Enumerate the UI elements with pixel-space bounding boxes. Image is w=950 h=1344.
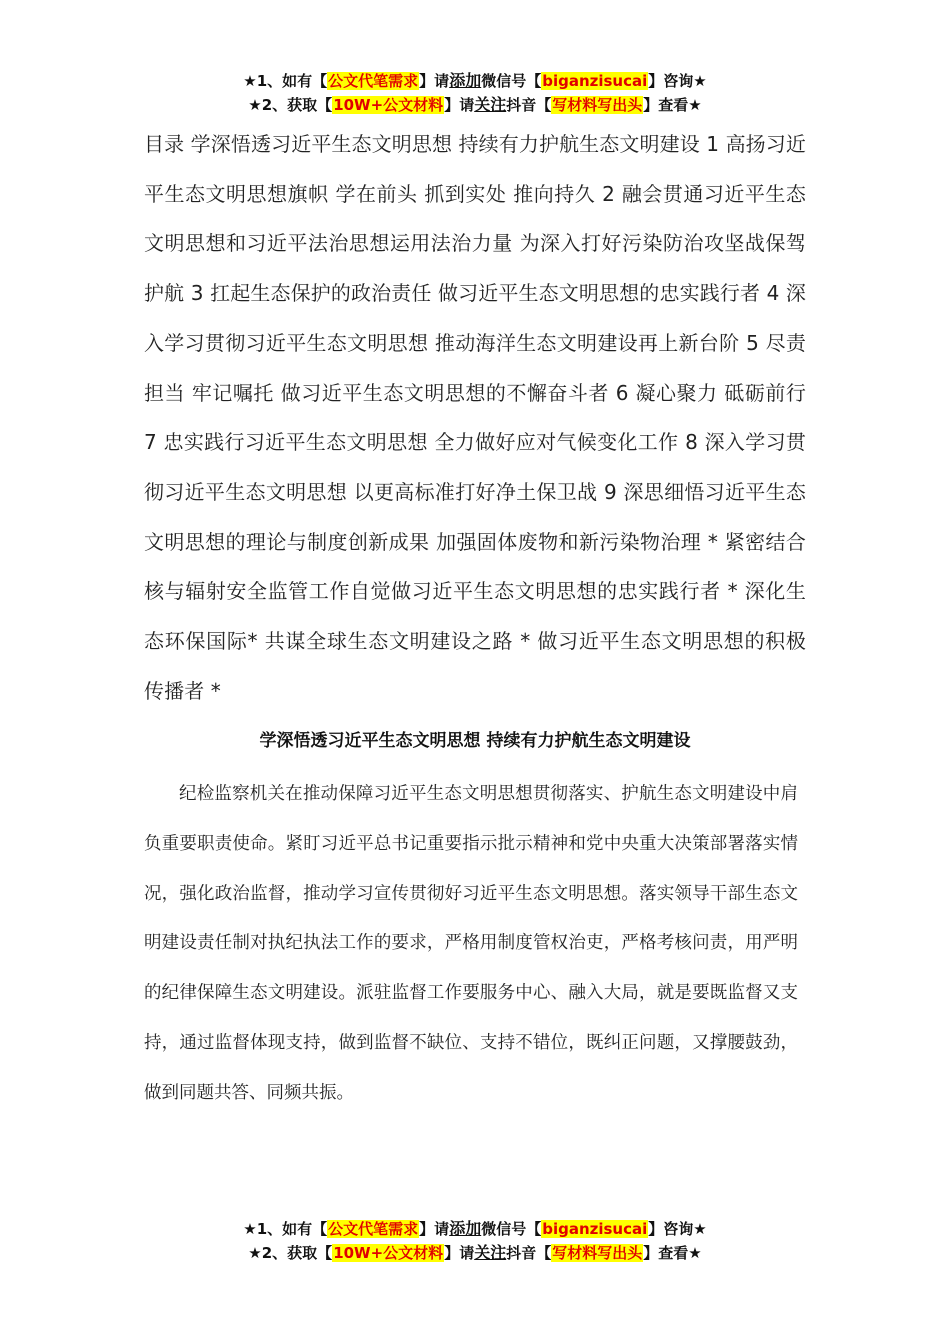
promo-text: ★2、获取【 xyxy=(248,1244,333,1262)
highlight-wechat-id: biganzisucai xyxy=(542,1220,648,1238)
promo-text: 】咨询★ xyxy=(648,72,707,90)
promo-text: 抖音【 xyxy=(506,1244,552,1262)
highlight-douyin-account: 写材料写出头 xyxy=(552,1244,643,1262)
section-title: 学深悟透习近平生态文明思想 持续有力护航生态文明建设 xyxy=(259,731,691,751)
table-of-contents: 目录 学深悟透习近平生态文明思想 持续有力护航生态文明建设 1 高扬习近平生态文明思想旗帜 学在前头 抓到实处 推向持久 2 融会贯通习近平生态文明思想和习近平法治思想运用法治力量 为深入打好污染防治攻坚战保驾护航 3 扛起生态保护的政治责任 做习近平生态文明思想的忠实践行者 4 深入学习贯彻习近平生态文明思想 推动海洋生态文明建设再上新台阶 5 尽责担当 牢记嘱托 做习近平生态文明思想的不懈奋斗者 6 凝心聚力 砥砺前行 7 忠实践行习近平生态文明思想 全力做好应对气候变化工作 8 深入学习贯彻习近平生态文明思想 以更高标准打好净土保卫战 9 深思细悟习近平生态文明思想的理论与制度创新成果 加强固体废物和新污染物治理 * 紧密结合核与辐射安全监管工作自觉做习近平生态文明思想的忠实践行者 * 深化生态环保国际* 共谋全球生态文明建设之路 * 做习近平生态文明思想的积极传播者 * xyxy=(144,132,806,703)
body-paragraph: 纪检监察机关在推动保障习近平生态文明思想贯彻落实、护航生态文明建设中肩负重要职责使命。紧盯习近平总书记重要指示批示精神和党中央重大决策部署落实情况，强化政治监督，推动学习宣传贯彻好习近平生态文明思想。落实领导干部生态文明建设责任制对执纪执法工作的要求，严格用制度管权治吏，严格考核问责，用严明的纪律保障生态文明建设。派驻监督工作要服务中心、融入大局，就是要既监督又支持，通过监督体现支持，做到监督不缺位、支持不错位，既纠正问题，又撑腰鼓劲，做到同题共答、同频共振。 xyxy=(144,784,798,1103)
promo-text: 微信号【 xyxy=(481,72,542,90)
promo-text: ★1、如有【 xyxy=(243,72,328,90)
promo-text: 】查看★ xyxy=(643,96,702,114)
promo-text: 】请 xyxy=(444,1244,475,1262)
promo-text: ★1、如有【 xyxy=(243,1220,328,1238)
highlight-douyin-account: 写材料写出头 xyxy=(552,96,643,114)
promo-text: 】咨询★ xyxy=(648,1220,707,1238)
promo-text: 】查看★ xyxy=(643,1244,702,1262)
promo-banner-bottom xyxy=(0,1217,950,1265)
promo-line-2 xyxy=(0,1241,950,1265)
highlight-service: 公文代笔需求 xyxy=(328,72,419,90)
underlined-action: 添加 xyxy=(449,71,482,90)
promo-text: ★2、获取【 xyxy=(248,96,333,114)
promo-line-1 xyxy=(0,69,950,93)
promo-line-1 xyxy=(0,1217,950,1241)
promo-banner-top xyxy=(0,69,950,117)
promo-text: 微信号【 xyxy=(481,1220,542,1238)
highlight-wechat-id: biganzisucai xyxy=(542,72,648,90)
promo-text: 】请 xyxy=(419,1220,450,1238)
underlined-action: 添加 xyxy=(449,1219,482,1238)
promo-line-2 xyxy=(0,93,950,117)
promo-text: 】请 xyxy=(444,96,475,114)
promo-text: 抖音【 xyxy=(506,96,552,114)
highlight-service: 公文代笔需求 xyxy=(328,1220,419,1238)
underlined-action: 关注 xyxy=(474,95,507,114)
underlined-action: 关注 xyxy=(474,1243,507,1262)
promo-text: 】请 xyxy=(419,72,450,90)
highlight-materials: 10W+公文材料 xyxy=(333,96,444,114)
highlight-materials: 10W+公文材料 xyxy=(333,1244,444,1262)
